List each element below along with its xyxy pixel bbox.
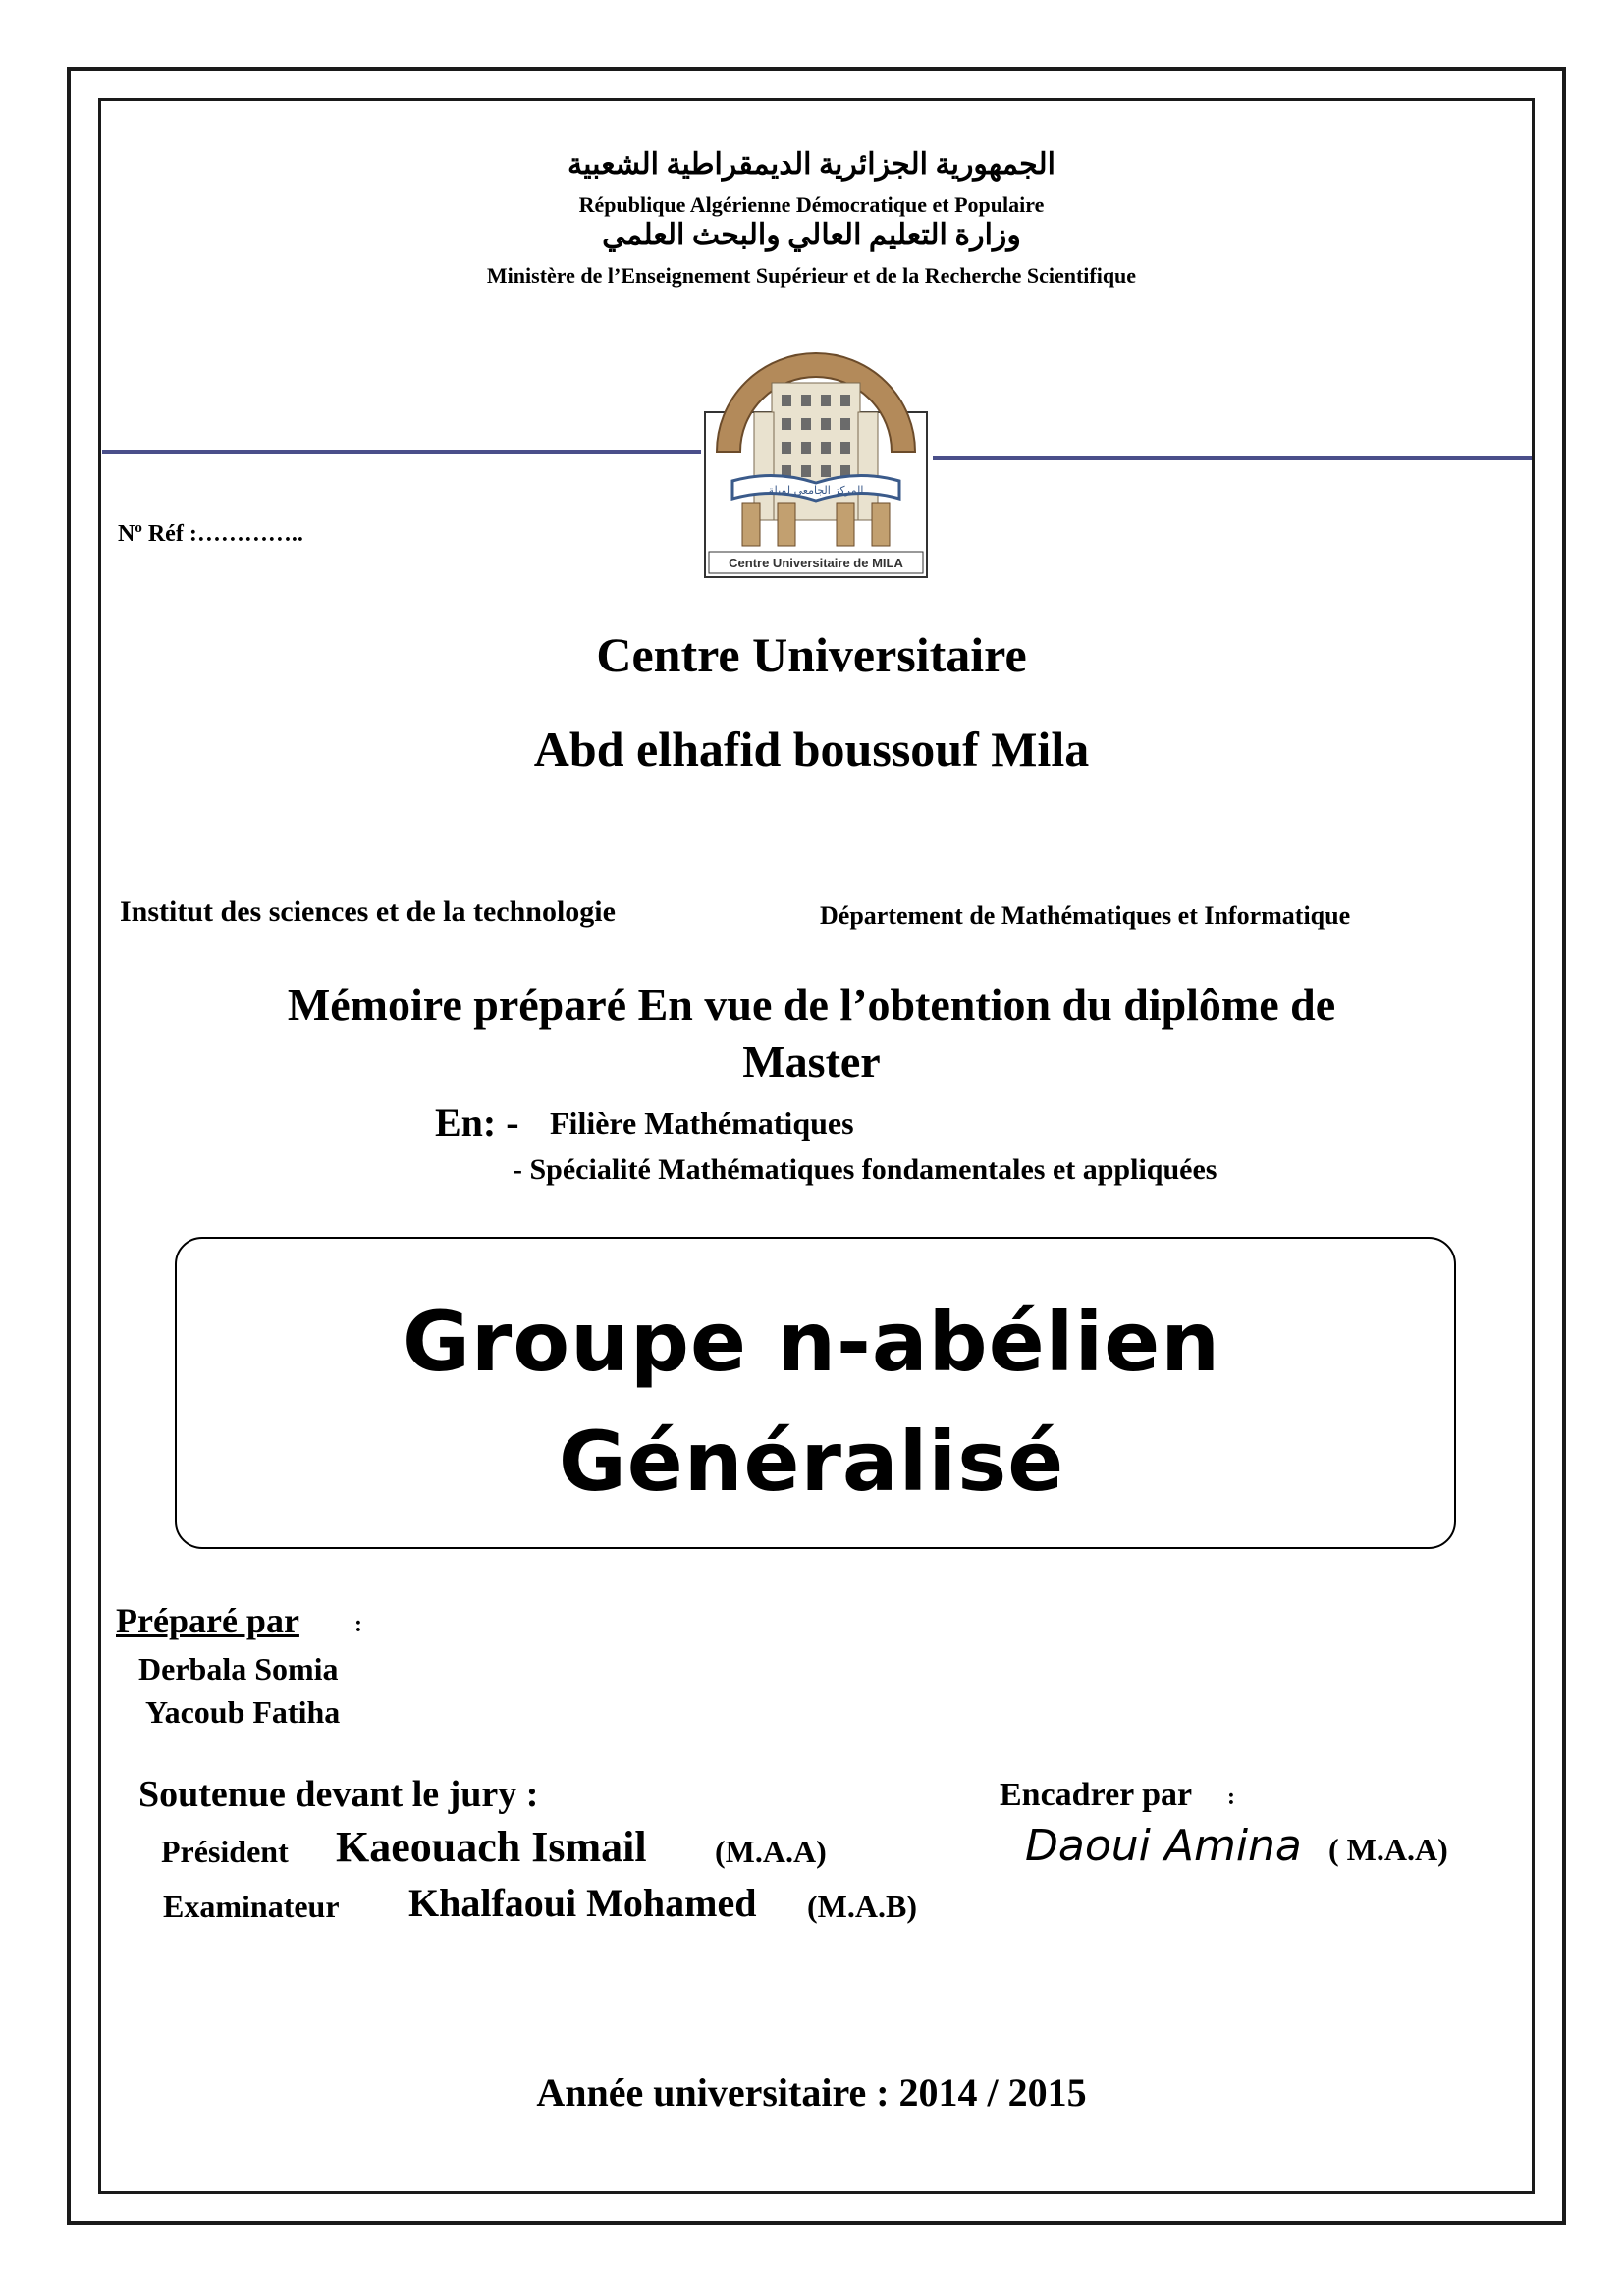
institut-text: Institut des sciences et de la technologie — [120, 895, 616, 928]
header-arabic-ministry: وزارة التعليم العالي والبحث العلمي — [602, 219, 1021, 251]
president-grade: (M.A.A) — [715, 1834, 827, 1869]
header-republique: République Algérienne Démocratique et Populaire — [578, 192, 1045, 217]
en-label: En: - — [435, 1100, 519, 1145]
memoire-line1: Mémoire préparé En vue de l’obtention du diplôme de — [287, 980, 1336, 1030]
specialite-text: - Spécialité Mathématiques fondamentales et appliquées — [513, 1153, 1217, 1186]
ref-sup: o — [135, 520, 142, 536]
memoire-heading — [0, 977, 1623, 1091]
prepared-by-label: Préparé par — [116, 1601, 299, 1640]
jury-label: Soutenue devant le jury : — [138, 1774, 539, 1815]
header-rule-right — [933, 456, 1532, 460]
academic-year: Année universitaire : 2014 / 2015 — [536, 2070, 1087, 2114]
logo-caption: Centre Universitaire de MILA — [729, 556, 903, 570]
departement-text: Département de Mathématiques et Informatique — [820, 901, 1351, 930]
president-role: Président — [161, 1834, 289, 1869]
prepared-by-colon: : — [354, 1612, 362, 1637]
logo-arabic-caption: المركز الجامعي لميلة — [768, 484, 864, 497]
building-arch-icon — [703, 334, 929, 579]
supervisor-grade: ( M.A.A) — [1328, 1832, 1448, 1867]
president-name: Kaeouach Ismail — [336, 1823, 647, 1871]
ref-label: N — [118, 521, 135, 547]
examinateur-role: Examinateur — [163, 1889, 340, 1924]
header-ministere: Ministère de l’Enseignement Supérieur et de la Recherche Scientifique — [486, 263, 1137, 288]
thesis-title-line1: Groupe n-abélien — [402, 1294, 1221, 1390]
ref-text: Réf :………….. — [141, 521, 303, 547]
university-name-line1: Centre Universitaire — [596, 627, 1027, 682]
author-name: Derbala Somia — [138, 1651, 339, 1686]
header-rule-left — [102, 450, 701, 454]
thesis-title-line2: Généralisé — [558, 1414, 1065, 1510]
header-arabic-republic: الجمهورية الجزائرية الديمقراطية الشعبية — [568, 148, 1055, 181]
filiere-text: Filière Mathématiques — [550, 1105, 854, 1141]
author-name: Yacoub Fatiha — [145, 1694, 341, 1730]
supervisor-name: Daoui Amina — [1025, 1821, 1302, 1871]
examinateur-grade: (M.A.B) — [807, 1889, 917, 1924]
reference-number — [118, 520, 303, 548]
memoire-line2: Master — [742, 1037, 881, 1087]
university-logo — [703, 334, 929, 579]
supervisor-colon: : — [1227, 1785, 1235, 1810]
supervisor-label: Encadrer par — [1000, 1777, 1193, 1813]
university-name-line2: Abd elhafid boussouf Mila — [533, 721, 1090, 776]
examinateur-name: Khalfaoui Mohamed — [408, 1881, 757, 1925]
